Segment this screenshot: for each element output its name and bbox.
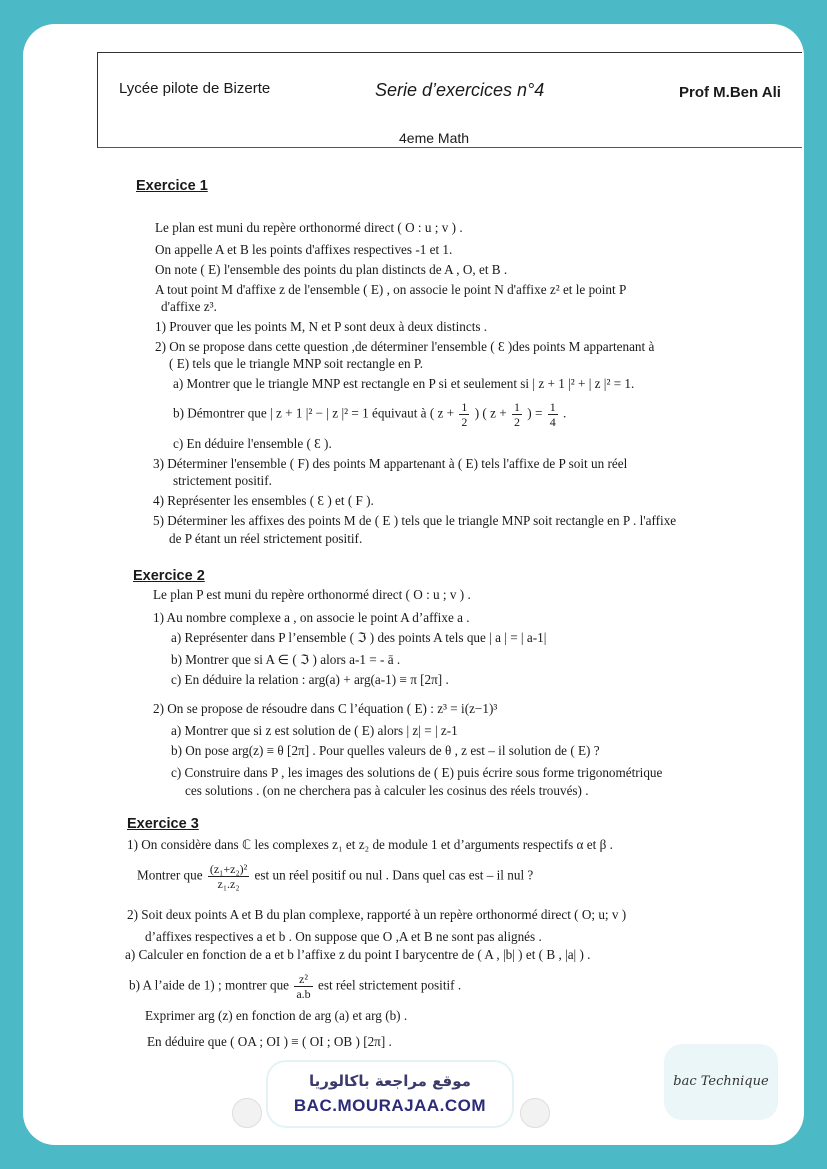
ex3-fraction-line [137, 862, 533, 891]
ex1-subquestion: a) Montrer que le triangle MNP est rectangle en P si et seulement si | z + 1 |² + | z |² = 1. [173, 376, 635, 391]
ex3-fraction-line [129, 972, 461, 1001]
ex1-line: On appelle A et B les points d'affixes respectives -1 et 1. [155, 242, 453, 257]
ex1-line: A tout point M d'affixe z de l'ensemble ( E) , on associe le point N d'affixe z² et le point P [155, 282, 627, 297]
class-level: 4eme Math [399, 130, 470, 146]
exercise-2-title: Exercice 2 [133, 568, 205, 584]
ex3-text: est un réel positif ou nul . Dans quel cas est – il nul ? [254, 867, 534, 883]
fraction: $\frac{\text{(z₁+z₂)²}}{\text{z₁.z₂}}$ [209, 862, 248, 891]
ex3-text: est réel strictement positif . [317, 977, 462, 993]
ex2-line: Le plan P est muni du repère orthonormé direct ( O : u ; v ) . [153, 587, 471, 602]
equals-sign: = [534, 405, 543, 421]
ex1-question: 3) Déterminer l'ensemble ( F) des points M appartenant à ( E) tels l'affixe de P soit un réel [153, 456, 628, 471]
site-logo-icon [232, 1098, 262, 1128]
ex3-text: b) A l’aide de 1) ; montrer que [129, 977, 290, 993]
ex2-subquestion: c) Construire dans P , les images des solutions de ( E) puis écrire sous forme trigonométrique [171, 765, 663, 780]
fraction: $\frac{1}{2}$ [461, 400, 468, 429]
ex2-subquestion: b) On pose arg(z) ≡ θ [2π] . Pour quelles valeurs de θ , z est – il solution de ( E) ? [171, 743, 600, 758]
ex3-question: d’affixes respectives a et b . On suppose que O ,A et B ne sont pas alignés . [145, 929, 542, 944]
bac-technique-badge [664, 1044, 778, 1120]
fraction: $\frac{1}{2}$ [513, 400, 520, 429]
ex3-subquestion: a) Calculer en fonction de a et b l’affixe z du point I barycentre de ( A , |b| ) et ( B , |a| ) . [125, 947, 591, 962]
ex1-question: 1) Prouver que les points M, N et P sont deux à deux distincts . [155, 319, 488, 334]
ex1-subquestion-b: b) Démontrer que | z + 1 |² − | z |² = 1 équivaut à ( z + $\frac{1}{2}$ ) ( z + $\frac{1}{2}$ ) = $\frac{1}{4}$ . [173, 400, 567, 429]
ex3-text: Montrer que [137, 867, 203, 883]
ex1-question: ( E) tels que le triangle MNP soit rectangle en P. [169, 356, 424, 371]
ex2-question: 1) Au nombre complexe a , on associe le point A d’affixe a . [153, 610, 470, 625]
exercise-3-title: Exercice 3 [127, 816, 199, 832]
site-name-arabic[interactable]: موقع مراجعة باكالوريا [309, 1072, 471, 1090]
ex1-line: On note ( E) l'ensemble des points du plan distincts de A , O, et B . [155, 262, 508, 277]
ex1-line: Le plan est muni du repère orthonormé direct ( O : u ; v ) . [155, 220, 463, 235]
badge-label: bac Technique [673, 1074, 769, 1089]
fraction: $\frac{\text{z²}}{a.b}$ [296, 972, 311, 1001]
site-banner[interactable] [268, 1062, 512, 1126]
ex2-subquestion: ces solutions . (on ne cherchera pas à calculer les cosinus des réels trouvés) . [185, 783, 589, 798]
teacher-name: Prof M.Ben Ali [679, 84, 781, 101]
school-name: Lycée pilote de Bizerte [119, 80, 271, 97]
ex1-question: 4) Représenter les ensembles ( Ɛ ) et ( F ). [153, 493, 374, 508]
site-url-link[interactable]: BAC.MOURAJAA.COM [293, 1096, 487, 1115]
ex1-b-text: b) Démontrer que | z + 1 |² − | z |² = 1 équivaut à ( z + [173, 405, 455, 421]
ex1-question: 2) On se propose dans cette question ,de déterminer l'ensemble ( Ɛ )des points M appartenant à [155, 339, 655, 354]
ex2-subquestion: c) En déduire la relation : arg(a) + arg(a-1) ≡ π [2π] . [171, 672, 449, 687]
ex1-question: strictement positif. [173, 473, 272, 488]
ex1-line: d'affixe z³. [161, 299, 217, 314]
ex3-subquestion: Exprimer arg (z) en fonction de arg (a) et arg (b) . [145, 1008, 408, 1023]
ex3-question: 1) On considère dans ℂ les complexes z₁ et z₂ de module 1 et d’arguments respectifs α et β . [127, 837, 613, 852]
ex1-question: de P étant un réel strictement positif. [169, 531, 363, 546]
ex3-question: 2) Soit deux points A et B du plan complexe, rapporté à un repère orthonormé direct ( O; u; v ) [127, 907, 627, 922]
exercise-1-title: Exercice 1 [136, 178, 208, 194]
series-title: Serie d’exercices n°4 [375, 80, 545, 100]
ex2-subquestion: b) Montrer que si A ∈ ( ℑ ) alors a-1 = - ā . [171, 652, 401, 667]
fraction: $\frac{1}{4}$ [549, 400, 556, 429]
ex2-question: 2) On se propose de résoudre dans C l’équation ( E) : z³ = i(z−1)³ [153, 701, 498, 716]
ex1-subquestion: c) En déduire l'ensemble ( Ɛ ). [173, 436, 332, 451]
ex3-subquestion: En déduire que ( OA ; OI ) ≡ ( OI ; OB ) [2π] . [147, 1034, 392, 1049]
site-logo-icon [520, 1098, 550, 1128]
ex1-question: 5) Déterminer les affixes des points M de ( E ) tels que le triangle MNP soit rectangle en P . l'affixe [153, 513, 677, 528]
page-sheet [23, 24, 804, 1145]
ex2-subquestion: a) Représenter dans P l’ensemble ( ℑ ) des points A tels que | a | = | a-1| [171, 630, 547, 645]
ex2-subquestion: a) Montrer que si z est solution de ( E) alors | z| = | z-1 [171, 723, 458, 738]
